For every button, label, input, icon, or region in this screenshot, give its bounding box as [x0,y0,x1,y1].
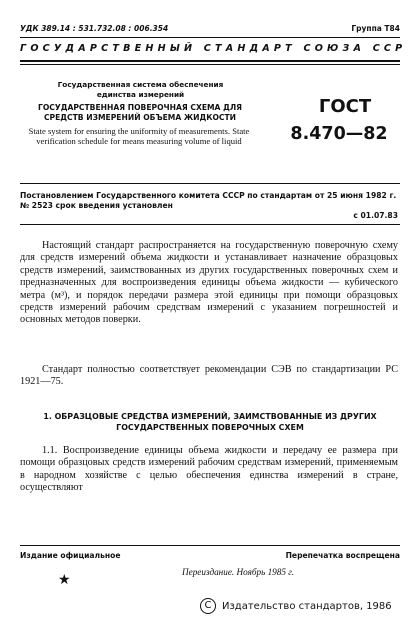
title-english: State system for ensuring the uniformity of measurements. State verification schedule for means measuring volume of liquid [28,126,250,146]
reissue-note: Переиздание. Ноябрь 1985 г. [182,567,295,577]
paragraph-cmea: Стандарт полностью соответствует рекомендации СЭВ по стандартизации РС 1921—75. [20,364,398,388]
effective-date: с 01.07.83 [353,211,398,220]
resolution-text: Постановлением Государственного комитета СССР по стандартам от 25 июня 1982 г. № 2523 срок введения установлен [20,191,397,211]
copyright-text: Издательство стандартов, 1986 [222,601,392,612]
reprint-prohibited-label: Перепечатка воспрещена [285,551,400,560]
paragraph-1-1: 1.1. Воспроизведение единицы объема жидкости и передачу ее размера при помощи образцовых средств измерений рабочим средствам измерений, применяемым в народном хозяйстве с целью обеспечения единства измерений в стране, осуществляют [20,445,398,494]
footer-rule [20,545,400,546]
udk-code: УДК 389.14 : 531.732.08 : 006.354 [20,24,169,33]
top-rule [20,37,400,38]
paragraph-scope: Настоящий стандарт распространяется на государственную поверочную схему для средств измерений объема жидкости и устанавливает назначение образцовых средств измерений, заимствованных из других государственных поверочных схем и предназначенных для воспроизведения единицы объема жидкости — кубического метра (м³), и порядок передачи размера этой единицы при помощи образцовых средств измерений рабочим средствам измерений с указанием погрешностей и основных методов поверки. [20,240,398,326]
gost-label: ГОСТ [318,96,372,117]
gost-number: 8.470—82 [290,124,388,144]
resolution-rule-bottom [20,224,400,225]
resolution-rule-top [20,183,400,184]
copyright-icon: C [200,598,216,614]
title-rule-thin [20,64,400,65]
title-rule-thick [20,60,400,62]
star-icon: ★ [58,573,71,588]
title-russian: ГОСУДАРСТВЕННАЯ ПОВЕРОЧНАЯ СХЕМА ДЛЯ СРЕДСТВ ИЗМЕРЕНИЙ ОБЪЕМА ЖИДКОСТИ [37,103,242,122]
section-1-heading: 1. ОБРАЗЦОВЫЕ СРЕДСТВА ИЗМЕРЕНИЙ, ЗАИМСТВОВАННЫЕ ИЗ ДРУГИХ ГОСУДАРСТВЕННЫХ ПОВЕРОЧНЫХ СХЕМ [43,412,377,432]
group-code: Группа Т84 [351,24,400,33]
system-subtitle: Государственная система обеспечения единства измерений [57,80,224,99]
copyright [200,598,392,614]
official-edition-label: Издание официальное [20,551,121,560]
standard-line: ГОСУДАРСТВЕННЫЙ СТАНДАРТ СОЮЗА ССР [20,43,407,54]
